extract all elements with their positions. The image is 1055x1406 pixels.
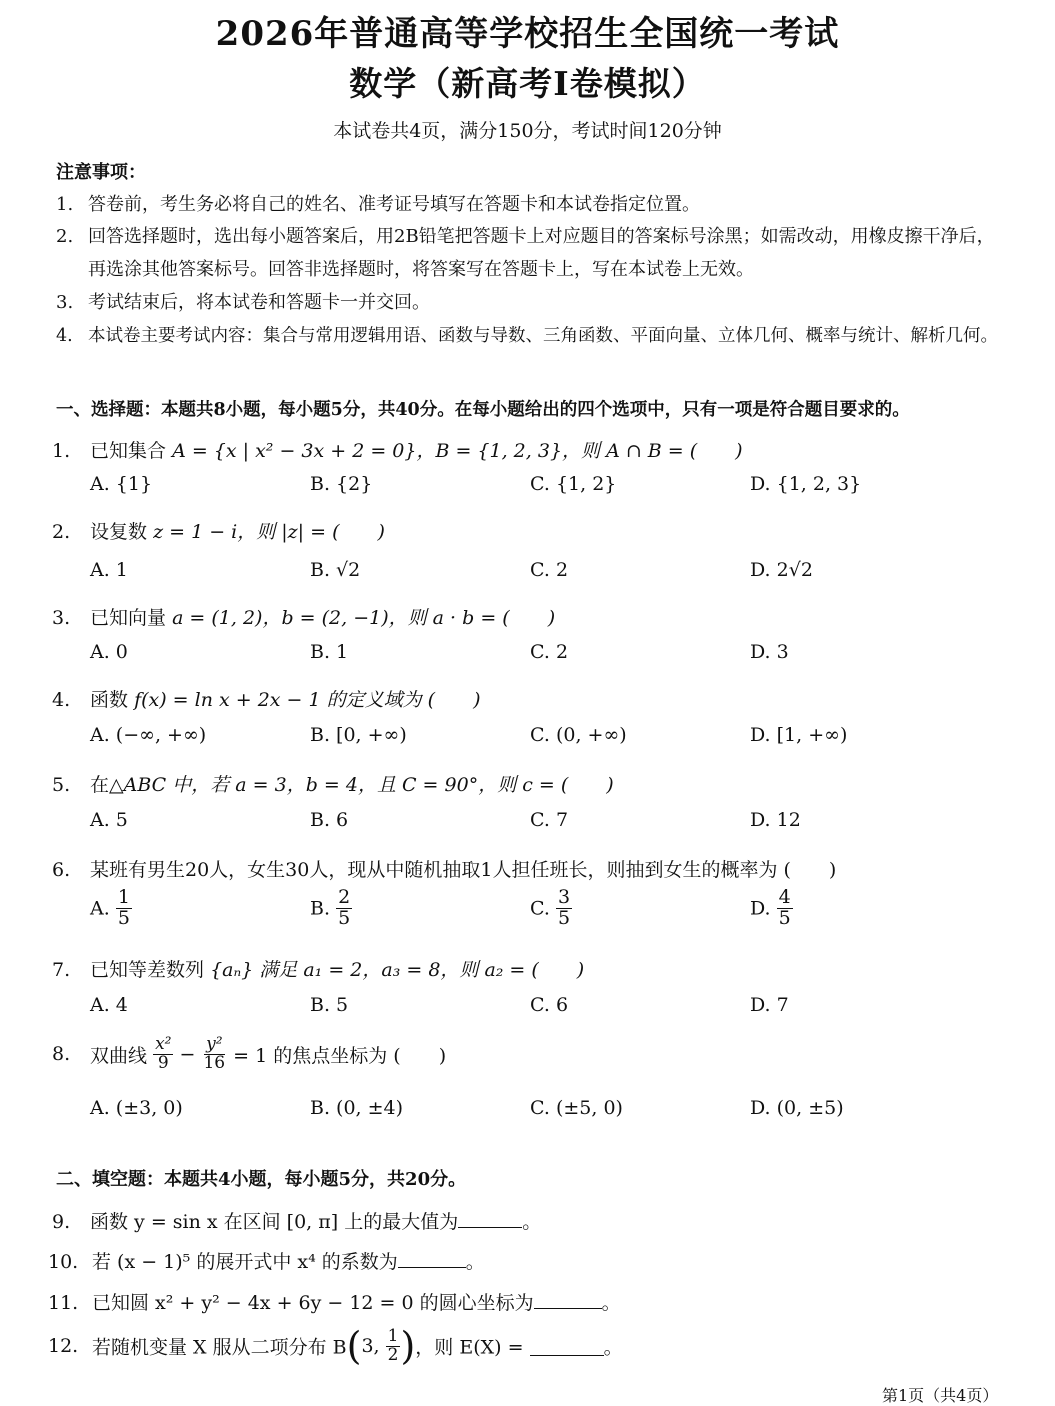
option-c: C. (±5, 0): [530, 1097, 623, 1119]
notice-item: [56, 322, 998, 347]
notice-item: [56, 222, 995, 248]
question-stem: 若 (x − 1)⁵ 的展开式中 x⁴ 的系数为: [92, 1251, 398, 1273]
fraction: [336, 888, 352, 929]
option-c: C. (0, +∞): [530, 724, 627, 746]
numerator: 2: [338, 886, 351, 908]
denominator: 5: [778, 906, 791, 929]
option-d: D. {1, 2, 3}: [750, 473, 862, 495]
numerator: 3: [557, 886, 571, 908]
notice-item: [56, 288, 430, 314]
fraction: [201, 1036, 227, 1073]
notice-text: 回答选择题时，选出每小题答案后，用2B铅笔把答题卡上对应题目的答案标号涂黑；如需改动，用橡皮擦干净后，: [88, 226, 995, 247]
option-b: B. 1: [310, 641, 349, 663]
numerator: 4: [778, 886, 791, 908]
option-c: C. {1, 2}: [530, 473, 617, 495]
question-math: f(x) = ln x + 2x − 1 的定义域为 ( ): [134, 689, 481, 711]
answer-blank[interactable]: [398, 1249, 466, 1268]
question-9: [52, 1207, 541, 1234]
question-math: A = {x | x² − 3x + 2 = 0}，B = {1, 2, 3}，则 A ∩ B = ( ): [172, 440, 743, 462]
option-d: D. 2√2: [750, 559, 813, 581]
option-b: B. √2: [310, 559, 361, 581]
question-2: [52, 517, 385, 544]
notice-number: 3.: [56, 292, 74, 313]
binomial-n: 3,: [361, 1335, 380, 1357]
option-b: B. (0, ±4): [310, 1097, 404, 1119]
answer-blank[interactable]: [458, 1209, 522, 1228]
notice-text: 考试结束后，将本试卷和答题卡一并交回。: [88, 292, 430, 313]
question-math: z = 1 − i，则 |z| = ( ): [153, 521, 385, 543]
option-c: C. 2: [530, 559, 569, 581]
option-b: B. [0, +∞): [310, 724, 407, 746]
option-d: D. [1, +∞): [750, 724, 848, 746]
option-label: B.: [310, 897, 331, 920]
page-footer: 第1页（共4页）: [882, 1386, 999, 1405]
option-d: D. (0, ±5): [750, 1097, 844, 1119]
exam-title: 2026年普通高等学校招生全国统一考试: [215, 14, 840, 54]
denominator: 16: [203, 1052, 226, 1073]
answer-blank[interactable]: [534, 1290, 602, 1309]
question-stem: 函数: [90, 689, 129, 711]
question-number: 11.: [48, 1292, 79, 1314]
question-4: [52, 685, 481, 712]
answer-blank[interactable]: [530, 1337, 604, 1356]
option-a: A. 0: [90, 641, 128, 663]
notice-number: 2.: [56, 226, 74, 247]
option-a: A. (−∞, +∞): [90, 724, 207, 746]
fraction: [153, 1036, 173, 1073]
denominator: 9: [157, 1052, 169, 1073]
option-d: D. 7: [750, 994, 789, 1016]
notice-number: 1.: [56, 194, 74, 215]
question-stem: 已知向量: [90, 607, 167, 629]
question-stem: 双曲线: [90, 1044, 148, 1067]
question-math: a = (1, 2)，b = (2, −1)，则 a · b = ( ): [172, 607, 556, 629]
question-3: [52, 603, 555, 630]
question-math: {aₙ} 满足 a₁ = 2，a₃ = 8，则 a₂ = ( ): [210, 959, 585, 981]
notice-number: 4.: [56, 326, 73, 346]
option-a: [90, 888, 132, 929]
numerator: 1: [387, 1325, 399, 1346]
question-12: [48, 1324, 623, 1368]
option-d: D. 12: [750, 809, 801, 831]
question-math: ，则 E(X) =: [415, 1336, 524, 1359]
question-number: 2.: [52, 521, 71, 543]
question-number: 8.: [52, 1043, 71, 1066]
denominator: 5: [117, 906, 130, 929]
section2-heading: 二、填空题：本题共4小题，每小题5分，共20分。: [56, 1169, 467, 1190]
question-number: 4.: [52, 689, 71, 711]
question-7: [52, 955, 584, 982]
question-stem: 设复数: [90, 521, 148, 543]
option-c: C. 7: [530, 809, 569, 831]
notice-heading: 注意事项：: [56, 162, 146, 183]
notice-text: 答卷前，考生务必将自己的姓名、准考证号填写在答题卡和本试卷指定位置。: [88, 194, 700, 215]
numerator: 1: [117, 886, 130, 908]
question-number: 12.: [48, 1335, 79, 1357]
option-a: A. 1: [90, 559, 128, 581]
option-c: [530, 888, 572, 929]
option-c: C. 2: [530, 641, 569, 663]
question-5: [52, 770, 614, 797]
notice-item: [56, 190, 700, 216]
option-a: A. {1}: [90, 473, 153, 495]
option-a: A. 4: [90, 994, 128, 1016]
option-d: D. 3: [750, 641, 789, 663]
question-stem: 在: [90, 774, 110, 796]
option-a: A. (±3, 0): [90, 1097, 183, 1119]
question-number: 3.: [52, 607, 71, 629]
question-number: 9.: [52, 1211, 71, 1233]
denominator: 2: [387, 1344, 399, 1365]
denominator: 5: [338, 906, 351, 929]
numerator: x²: [155, 1034, 172, 1054]
fraction: [386, 1325, 401, 1365]
notice-text-continued: 再选涂其他答案标号。回答非选择题时，将答案写在答题卡上，写在本试卷上无效。: [88, 259, 754, 280]
question-stem: 某班有男生20人，女生30人，现从中随机抽取1人担任班长，则抽到女生的概率为 ( ): [90, 859, 837, 881]
question-math: = 1 的焦点坐标为 ( ): [233, 1044, 447, 1067]
exam-info: 本试卷共4页，满分150分，考试时间120分钟: [333, 120, 722, 142]
question-11: [48, 1288, 621, 1315]
question-end: 。: [603, 1336, 623, 1359]
option-label: C.: [530, 897, 550, 920]
option-d: [750, 888, 793, 929]
exam-subtitle: 数学（新高考I卷模拟）: [349, 64, 706, 103]
question-stem: 已知集合: [90, 440, 167, 462]
question-number: 5.: [52, 774, 71, 796]
denominator: 5: [557, 906, 571, 929]
question-end: 。: [522, 1211, 542, 1233]
numerator: y²: [206, 1034, 223, 1054]
option-label: D.: [750, 897, 771, 920]
section1-heading: 一、选择题：本题共8小题，每小题5分，共40分。在每小题给出的四个选项中，只有一项是符合题目要求的。: [56, 400, 910, 420]
question-number: 6.: [52, 859, 71, 881]
question-8: [52, 1036, 446, 1073]
notice-text: 本试卷主要考试内容：集合与常用逻辑用语、函数与导数、三角函数、平面向量、立体几何、概率与统计、解析几何。: [88, 326, 998, 346]
option-c: C. 6: [530, 994, 569, 1016]
question-stem: 函数 y = sin x 在区间 [0, π] 上的最大值为: [90, 1211, 459, 1233]
fraction: [116, 888, 132, 929]
option-a: A. 5: [90, 809, 128, 831]
minus-sign: −: [179, 1043, 196, 1066]
question-number: 1.: [52, 440, 71, 462]
question-stem: 已知等差数列: [90, 959, 205, 981]
question-number: 10.: [48, 1251, 79, 1273]
option-label: A.: [90, 897, 110, 920]
question-10: [48, 1247, 485, 1274]
left-paren: (: [346, 1324, 362, 1368]
question-stem: 若随机变量 X 服从二项分布 B: [92, 1336, 347, 1359]
fraction: [777, 888, 793, 929]
option-b: B. 5: [310, 994, 349, 1016]
option-b: B. {2}: [310, 473, 373, 495]
question-stem: 已知圆 x² + y² − 4x + 6y − 12 = 0 的圆心坐标为: [92, 1292, 534, 1314]
question-number: 7.: [52, 959, 71, 981]
question-end: 。: [601, 1292, 621, 1314]
question-end: 。: [465, 1251, 485, 1273]
option-b: B. 6: [310, 809, 349, 831]
question-6: [52, 855, 836, 882]
question-math: △ABC 中，若 a = 3，b = 4，且 C = 90°，则 c = ( ): [109, 774, 614, 796]
question-1: [52, 436, 743, 463]
option-b: [310, 888, 352, 929]
right-paren: ): [400, 1324, 416, 1368]
fraction: [556, 888, 572, 929]
